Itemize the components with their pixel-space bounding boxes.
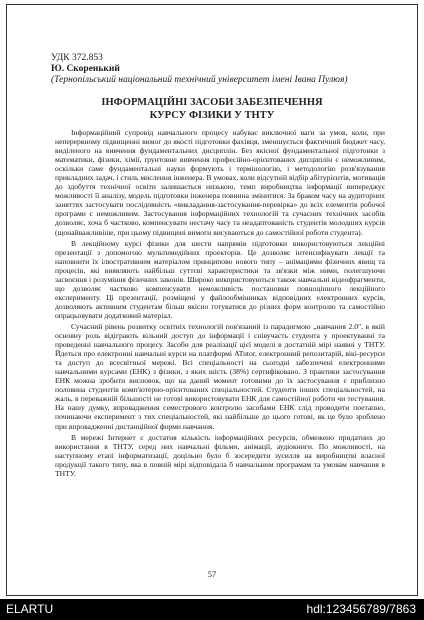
author-affiliation: (Тернопільський національний технічний університет імені Івана Пулюя) xyxy=(51,75,348,85)
article-title xyxy=(47,97,377,122)
udc-code: УДК 372.853 xyxy=(51,53,103,63)
paragraph-3: Сучасний рівень розвитку освітніх технологій пов'язаний із парадигмою „навчання 2.0", в якій основну роль відіграють вільний доступ до інформації і співучасть студента у проектуванні та проведенні навчального процесу. Засоби для реалізації цієї моделі в достатній мірі наявні у ТНТУ. Йдеться про електронні навчальні курси на платформі ATutor, електронний репозитарій, вікі-ресурси та доступ до всесвітньої мережі. Всі спеціальності на сьогодні забезпечені електронними навчальними курсами (ЕНК) з фізики, з яких шість (38%) сертифіковано. З практики застосування ЕНК можна зробити висновок, що на даний момент готовими до їх застосування є приблизно половина студентів комп'ютерно-орієнтованих спеціальностей. Студенти інших спеціальностей, на жаль, в переважній більшості не готові використовувати ЕНК для самостійної роботи чи тестування. На нашу думку, впровадження семестрового контролю засобами ЕНК слід проводити поетапно, починаючи експеримент з тих спеціальностей, які найбільше до цього готові, як це було зроблено при впровадженні дистанційної форми навчання. xyxy=(55,321,385,431)
article-body xyxy=(55,128,385,480)
paragraph-2: В лекційному курсі фізики для шести напрямів підготовки використовуються лекційні презентації з допомогою мультимедійних проекторів. Це дозволяє інтенсифікувати лекції та наповнити їх ілюстративним матеріалом принципово нового типу – анімаціями фізичних явищ та процесів, які виявляють найбільш суттєві характеристики та зв'язки між ними, полегшуючи засвоєння і розуміння фізичних законів. Широко використовуються також навчальні відеофрагменти, що дозволяє частково компенсувати неможливість постановки повноцінного лекційного експерименту. Ці презентації, розміщені у файлообмінниках відповідних електронних курсів, дозволяють активним студентам більш якісно готуватися до різних форм контролю та самостійно опрацьовувати додатковий матеріал. xyxy=(55,238,385,320)
title-line-1: ІНФОРМАЦІЙНІ ЗАСОБИ ЗАБЕЗПЕЧЕННЯ xyxy=(101,97,323,108)
handle-identifier[interactable]: hdl:123456789/7863 xyxy=(306,602,416,616)
page-number: 57 xyxy=(207,569,217,579)
paragraph-4: В мережі Інтернет є достатня кількість інформаційних ресурсів, обмежено придатних до використання в ТНТУ, серед них навчальні фільми, анімації, аудіокниги. По можливості, на наступному етапі інформатизації, доцільно було б зосередити зусилля на виробництві власної продукції такого типу, яка в повній мірі відповідала б навчальним програмам та умовам навчання в ТНТУ. xyxy=(55,432,385,478)
title-line-2: КУРСУ ФІЗИКИ У ТНТУ xyxy=(149,109,275,121)
document-page xyxy=(6,4,418,596)
repository-label: ELARTU xyxy=(6,602,54,616)
author-name: Ю. Скоренький xyxy=(51,64,120,74)
paragraph-1: Інформаційний супровід навчального процесу набуває виключної ваги за умов, коли, при неперервному підвищенні вимог до якості підготовки фахівця, зменшується фактичний бюджет часу, виділеного на вивчення фундаментальних дисциплін. Без якісної фундаментальної підготовки з математики, фізики, хімії, ґрунтовне вивчення професійно-орієнтованих дисциплін є неможливим, оскільки саме фундаментальні науки формують і термінологію, і методологію розв'язування прикладних задач, і стиль мислення інженера. В умовах, коли відсутній відбір абітурієнтів, мотивація до здобуття технічної освіти залишається низькою, темп виробництва інформації випереджує можливості її аналізу, модель підготовки інженера повинна змінитися. За браком часу на аудиторних заняттях застосувати послідовність «викладання-застосування-перевірка» до всіх елементів робочої програми є неможливим. Застосування інформаційних технологій та сучасних технічних засобів дозволяє, хоча б частково, компенсувати нестачу часу та неадаптованість студентів молодших курсів (щонайважливіше, при цьому підвищені вимоги висуваються до самостійної роботи студента). xyxy=(55,128,385,237)
viewer-footer-bar xyxy=(0,599,424,620)
